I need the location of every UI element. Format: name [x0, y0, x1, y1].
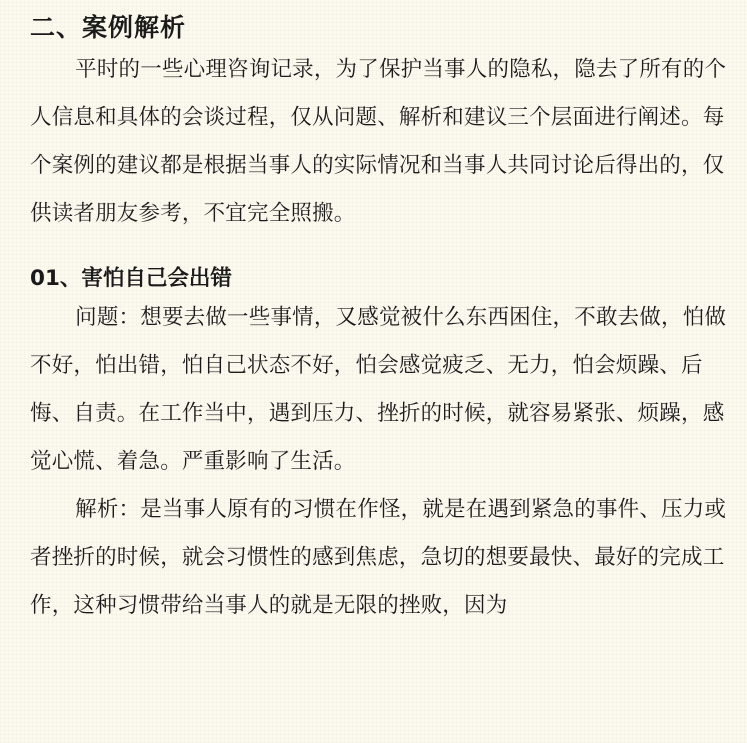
case-title: 01、害怕自己会出错 [30, 266, 232, 291]
section-title: 二、案例解析 [30, 13, 187, 42]
problem-paragraph: 问题：想要去做一些事情，又感觉被什么东西困住，不敢去做，怕做不好，怕出错，怕自己状态不好，怕会感觉疲乏、无力，怕会烦躁、后悔、自责。在工作当中，遇到压力、挫折的时候，就容易紧张、烦躁，感觉心慌、着急。严重影响了生活。 [30, 305, 727, 474]
analysis-paragraph: 解析：是当事人原有的习惯在作怪，就是在遇到紧急的事件、压力或者挫折的时候，就会习惯性的感到焦虑，急切的想要最快、最好的完成工作，这种习惯带给当事人的就是无限的挫败，因为 [30, 497, 727, 618]
intro-paragraph: 平时的一些心理咨询记录，为了保护当事人的隐私，隐去了所有的个人信息和具体的会谈过程，仅从问题、解析和建议三个层面进行阐述。每个案例的建议都是根据当事人的实际情况和当事人共同讨论后得出的，仅供读者朋友参考，不宜完全照搬。 [30, 57, 727, 226]
